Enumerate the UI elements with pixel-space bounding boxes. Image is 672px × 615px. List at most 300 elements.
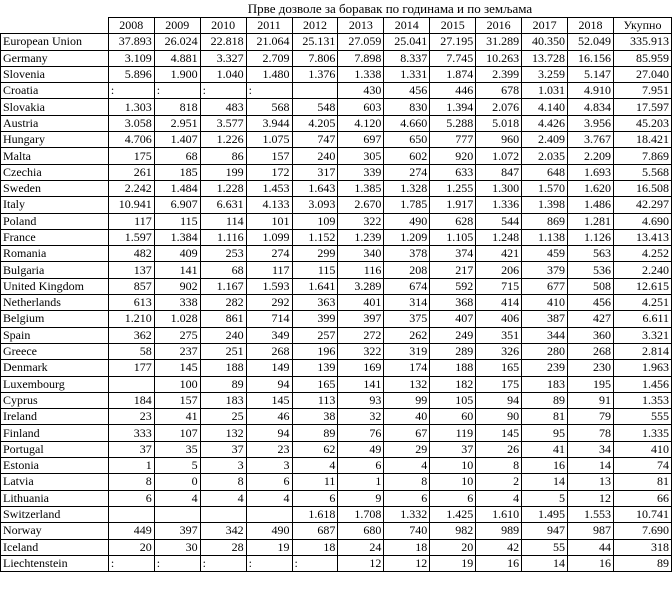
value-cell: 174 — [384, 360, 430, 376]
value-cell: 165 — [292, 376, 338, 392]
value-cell: 42.297 — [613, 197, 671, 213]
value-cell: 4.834 — [568, 99, 614, 115]
value-cell: 27.195 — [430, 34, 476, 50]
value-cell: 1.917 — [430, 197, 476, 213]
residence-permits-table — [0, 17, 672, 572]
table-row — [1, 83, 672, 99]
value-cell: 94 — [476, 392, 522, 408]
value-cell: 137 — [108, 262, 154, 278]
value-cell: 177 — [108, 360, 154, 376]
value-cell: 240 — [200, 327, 246, 343]
value-cell: 6.631 — [200, 197, 246, 213]
value-cell: 857 — [108, 278, 154, 294]
value-cell: 650 — [384, 132, 430, 148]
value-cell: 89 — [522, 392, 568, 408]
value-cell: 4 — [200, 490, 246, 506]
table-row — [1, 262, 672, 278]
value-cell: 648 — [522, 164, 568, 180]
table-row — [1, 246, 672, 262]
value-cell: 68 — [200, 262, 246, 278]
value-cell: 165 — [476, 360, 522, 376]
value-cell: 289 — [430, 343, 476, 359]
value-cell: 132 — [200, 425, 246, 441]
value-cell: 544 — [476, 213, 522, 229]
value-cell: 6 — [430, 490, 476, 506]
value-cell — [108, 376, 154, 392]
value-cell: 613 — [108, 295, 154, 311]
value-cell: 3.289 — [338, 278, 384, 294]
value-cell: 81 — [613, 474, 671, 490]
value-cell: 1.138 — [522, 229, 568, 245]
value-cell: 16.156 — [568, 50, 614, 66]
value-cell: 139 — [292, 360, 338, 376]
value-cell: 109 — [292, 213, 338, 229]
value-cell: 410 — [613, 441, 671, 457]
value-cell: 20 — [430, 539, 476, 555]
value-cell: 230 — [568, 360, 614, 376]
value-cell: 23 — [108, 409, 154, 425]
value-cell: 362 — [108, 327, 154, 343]
table-row — [1, 180, 672, 196]
value-cell: 414 — [476, 295, 522, 311]
value-cell: 1.336 — [476, 197, 522, 213]
column-header-2016: 2016 — [476, 18, 522, 34]
value-cell: 32 — [338, 409, 384, 425]
value-cell: 52.049 — [568, 34, 614, 50]
value-cell: 132 — [384, 376, 430, 392]
value-cell: 145 — [154, 360, 200, 376]
table-row — [1, 34, 672, 50]
value-cell: 20 — [108, 539, 154, 555]
value-cell: 94 — [246, 376, 292, 392]
value-cell: 387 — [522, 311, 568, 327]
table-row — [1, 197, 672, 213]
value-cell: : — [200, 83, 246, 99]
value-cell: 319 — [384, 343, 430, 359]
column-header-2011: 2011 — [246, 18, 292, 34]
value-cell: 628 — [430, 213, 476, 229]
value-cell: 1.105 — [430, 229, 476, 245]
value-cell: 268 — [246, 343, 292, 359]
value-cell: 76 — [338, 425, 384, 441]
value-cell: 4.881 — [154, 50, 200, 66]
value-cell: 687 — [292, 523, 338, 539]
value-cell: 44 — [568, 539, 614, 555]
value-cell: 317 — [292, 164, 338, 180]
value-cell: 399 — [292, 311, 338, 327]
country-cell: Ireland — [1, 409, 109, 425]
value-cell: 1.484 — [154, 180, 200, 196]
value-cell: 1.620 — [568, 180, 614, 196]
country-cell: Slovenia — [1, 66, 109, 82]
value-cell: 45.203 — [613, 115, 671, 131]
value-cell: 34 — [568, 441, 614, 457]
value-cell: 6 — [338, 458, 384, 474]
table-row — [1, 99, 672, 115]
value-cell: 239 — [522, 360, 568, 376]
value-cell: 459 — [522, 246, 568, 262]
value-cell: 24 — [338, 539, 384, 555]
value-cell: 982 — [430, 523, 476, 539]
country-cell: Romania — [1, 246, 109, 262]
value-cell: 14 — [568, 458, 614, 474]
value-cell: 1.075 — [246, 132, 292, 148]
value-cell: 5 — [154, 458, 200, 474]
value-cell: 4.660 — [384, 115, 430, 131]
value-cell: 41 — [154, 409, 200, 425]
column-header-2010: 2010 — [200, 18, 246, 34]
value-cell: 1.618 — [292, 506, 338, 522]
country-cell: Greece — [1, 343, 109, 359]
country-cell: France — [1, 229, 109, 245]
table-row — [1, 490, 672, 506]
value-cell: 920 — [430, 148, 476, 164]
value-cell: 602 — [384, 148, 430, 164]
value-cell: 7.745 — [430, 50, 476, 66]
value-cell: 4.140 — [522, 99, 568, 115]
value-cell: 960 — [476, 132, 522, 148]
value-cell: 5.018 — [476, 115, 522, 131]
value-cell: 11 — [292, 474, 338, 490]
column-header-2008: 2008 — [108, 18, 154, 34]
value-cell: 27.040 — [613, 66, 671, 82]
value-cell: 274 — [246, 246, 292, 262]
table-row — [1, 229, 672, 245]
value-cell: 23 — [246, 441, 292, 457]
value-cell: 257 — [292, 327, 338, 343]
value-cell: 85.959 — [613, 50, 671, 66]
value-cell: 379 — [522, 262, 568, 278]
value-cell: 3.944 — [246, 115, 292, 131]
value-cell: 0 — [154, 474, 200, 490]
value-cell: 987 — [568, 523, 614, 539]
header-corner-cell — [1, 18, 109, 34]
value-cell: 4.910 — [568, 83, 614, 99]
value-cell: 1.376 — [292, 66, 338, 82]
value-cell: 427 — [568, 311, 614, 327]
value-cell: 5.147 — [568, 66, 614, 82]
table-row — [1, 392, 672, 408]
value-cell: 1.384 — [154, 229, 200, 245]
value-cell: 2.209 — [568, 148, 614, 164]
value-cell: 183 — [200, 392, 246, 408]
table-row — [1, 523, 672, 539]
value-cell: 830 — [384, 99, 430, 115]
value-cell: 847 — [476, 164, 522, 180]
value-cell: 1.167 — [200, 278, 246, 294]
value-cell: 338 — [154, 295, 200, 311]
value-cell: 157 — [246, 148, 292, 164]
value-cell: 401 — [338, 295, 384, 311]
value-cell: 115 — [154, 213, 200, 229]
value-cell: 339 — [338, 164, 384, 180]
value-cell: 1.453 — [246, 180, 292, 196]
value-cell: 7.869 — [613, 148, 671, 164]
value-cell: : — [108, 83, 154, 99]
value-cell: 1.338 — [338, 66, 384, 82]
value-cell: 115 — [292, 262, 338, 278]
value-cell: 12.615 — [613, 278, 671, 294]
value-cell: 4 — [154, 490, 200, 506]
column-header-укупно: Укупно — [613, 18, 671, 34]
value-cell: 10.941 — [108, 197, 154, 213]
country-cell: United Kingdom — [1, 278, 109, 294]
value-cell: 10.741 — [613, 506, 671, 522]
country-cell: Sweden — [1, 180, 109, 196]
value-cell — [292, 83, 338, 99]
value-cell: 1.072 — [476, 148, 522, 164]
value-cell: 199 — [200, 164, 246, 180]
country-cell: Finland — [1, 425, 109, 441]
value-cell: 107 — [154, 425, 200, 441]
value-cell: 1.495 — [522, 506, 568, 522]
value-cell: 172 — [246, 164, 292, 180]
value-cell: 182 — [430, 376, 476, 392]
table-row — [1, 539, 672, 555]
value-cell: 5.288 — [430, 115, 476, 131]
value-cell: 21.064 — [246, 34, 292, 50]
value-cell: 456 — [568, 295, 614, 311]
value-cell: 81 — [522, 409, 568, 425]
value-cell: 2.951 — [154, 115, 200, 131]
value-cell: 18 — [384, 539, 430, 555]
value-cell: 41 — [522, 441, 568, 457]
value-cell: 25.131 — [292, 34, 338, 50]
country-cell: Netherlands — [1, 295, 109, 311]
value-cell: 375 — [384, 311, 430, 327]
value-cell: 105 — [430, 392, 476, 408]
value-cell: 1.248 — [476, 229, 522, 245]
value-cell: 10.263 — [476, 50, 522, 66]
value-cell: 274 — [384, 164, 430, 180]
value-cell: 406 — [476, 311, 522, 327]
value-cell: 678 — [476, 83, 522, 99]
value-cell: 58 — [108, 343, 154, 359]
value-cell: 90 — [476, 409, 522, 425]
value-cell: 7.806 — [292, 50, 338, 66]
column-header-2014: 2014 — [384, 18, 430, 34]
table-row — [1, 132, 672, 148]
value-cell: 5.568 — [613, 164, 671, 180]
value-cell: 1.331 — [384, 66, 430, 82]
value-cell — [246, 506, 292, 522]
value-cell: 7.951 — [613, 83, 671, 99]
value-cell: 777 — [430, 132, 476, 148]
value-cell: 335.913 — [613, 34, 671, 50]
value-cell: 14 — [522, 555, 568, 571]
value-cell: 3 — [246, 458, 292, 474]
value-cell: 1.486 — [568, 197, 614, 213]
value-cell: 349 — [246, 327, 292, 343]
value-cell: 188 — [430, 360, 476, 376]
table-row — [1, 50, 672, 66]
value-cell: 322 — [338, 343, 384, 359]
value-cell: 680 — [338, 523, 384, 539]
value-cell: 5.896 — [108, 66, 154, 82]
value-cell: 78 — [568, 425, 614, 441]
value-cell — [154, 506, 200, 522]
value-cell: 8 — [108, 474, 154, 490]
value-cell: 116 — [338, 262, 384, 278]
value-cell: 9 — [338, 490, 384, 506]
value-cell: 195 — [568, 376, 614, 392]
value-cell: 3 — [200, 458, 246, 474]
value-cell: 1.385 — [338, 180, 384, 196]
value-cell: 100 — [154, 376, 200, 392]
value-cell: 89 — [613, 555, 671, 571]
value-cell: 157 — [154, 392, 200, 408]
value-cell: 66 — [613, 490, 671, 506]
value-cell: 430 — [338, 83, 384, 99]
value-cell: 95 — [522, 425, 568, 441]
value-cell: 4.426 — [522, 115, 568, 131]
value-cell: 456 — [384, 83, 430, 99]
value-cell: 351 — [476, 327, 522, 343]
value-cell: 38 — [292, 409, 338, 425]
value-cell: : — [246, 83, 292, 99]
country-cell: Switzerland — [1, 506, 109, 522]
value-cell: 208 — [384, 262, 430, 278]
value-cell: 114 — [200, 213, 246, 229]
country-cell: Estonia — [1, 458, 109, 474]
value-cell: 25.041 — [384, 34, 430, 50]
value-cell: 508 — [568, 278, 614, 294]
value-cell: 1.226 — [200, 132, 246, 148]
value-cell: 40 — [384, 409, 430, 425]
value-cell: : — [292, 555, 338, 571]
value-cell: 169 — [338, 360, 384, 376]
value-cell: 344 — [522, 327, 568, 343]
value-cell: 1.900 — [154, 66, 200, 82]
country-cell: Spain — [1, 327, 109, 343]
value-cell: 275 — [154, 327, 200, 343]
value-cell: 4.690 — [613, 213, 671, 229]
value-cell: 183 — [522, 376, 568, 392]
value-cell: 4.120 — [338, 115, 384, 131]
table-row — [1, 115, 672, 131]
table-row — [1, 148, 672, 164]
value-cell: 19 — [246, 539, 292, 555]
value-cell: 340 — [338, 246, 384, 262]
value-cell: 2.399 — [476, 66, 522, 82]
value-cell: 1.126 — [568, 229, 614, 245]
value-cell: 747 — [292, 132, 338, 148]
value-cell: 2.240 — [613, 262, 671, 278]
value-cell: 16 — [568, 555, 614, 571]
value-cell: 6 — [246, 474, 292, 490]
value-cell: 12 — [338, 555, 384, 571]
value-cell: 3.321 — [613, 327, 671, 343]
value-cell: 282 — [200, 295, 246, 311]
value-cell: 2 — [476, 474, 522, 490]
value-cell: 1.593 — [246, 278, 292, 294]
value-cell: 5 — [522, 490, 568, 506]
value-cell: 25 — [200, 409, 246, 425]
table-row — [1, 164, 672, 180]
value-cell: 13 — [568, 474, 614, 490]
value-cell: 10 — [430, 458, 476, 474]
table-row — [1, 295, 672, 311]
value-cell: 407 — [430, 311, 476, 327]
value-cell: : — [154, 83, 200, 99]
value-cell: 261 — [108, 164, 154, 180]
value-cell: 67 — [384, 425, 430, 441]
value-cell: 141 — [338, 376, 384, 392]
value-cell: 113 — [292, 392, 338, 408]
value-cell: 740 — [384, 523, 430, 539]
table-body — [1, 34, 672, 572]
column-header-2013: 2013 — [338, 18, 384, 34]
table-row — [1, 360, 672, 376]
value-cell: 1.693 — [568, 164, 614, 180]
value-cell: 333 — [108, 425, 154, 441]
value-cell: 989 — [476, 523, 522, 539]
value-cell: 91 — [568, 392, 614, 408]
value-cell: 368 — [430, 295, 476, 311]
value-cell: 6 — [108, 490, 154, 506]
country-cell: Croatia — [1, 83, 109, 99]
value-cell: 677 — [522, 278, 568, 294]
value-cell: 1.152 — [292, 229, 338, 245]
table-row — [1, 474, 672, 490]
value-cell: 46 — [246, 409, 292, 425]
value-cell: 318 — [613, 539, 671, 555]
value-cell: 1.281 — [568, 213, 614, 229]
value-cell: 1.228 — [200, 180, 246, 196]
value-cell: 4.205 — [292, 115, 338, 131]
value-cell: 1.708 — [338, 506, 384, 522]
value-cell: 31.289 — [476, 34, 522, 50]
country-cell: Bulgaria — [1, 262, 109, 278]
value-cell: 237 — [154, 343, 200, 359]
value-cell: 217 — [430, 262, 476, 278]
value-cell: 410 — [522, 295, 568, 311]
value-cell: 28 — [200, 539, 246, 555]
value-cell: 8.337 — [384, 50, 430, 66]
value-cell: 2.035 — [522, 148, 568, 164]
value-cell: 2.814 — [613, 343, 671, 359]
value-cell: 22.818 — [200, 34, 246, 50]
value-cell: 13.413 — [613, 229, 671, 245]
country-cell: Hungary — [1, 132, 109, 148]
value-cell: 563 — [568, 246, 614, 262]
value-cell: 13.728 — [522, 50, 568, 66]
value-cell: 10 — [430, 474, 476, 490]
value-cell: 37.893 — [108, 34, 154, 50]
table-row — [1, 458, 672, 474]
value-cell: 1.209 — [384, 229, 430, 245]
country-cell: Czechia — [1, 164, 109, 180]
value-cell: 4.706 — [108, 132, 154, 148]
value-cell: 17.597 — [613, 99, 671, 115]
value-cell: 29 — [384, 441, 430, 457]
country-cell: Denmark — [1, 360, 109, 376]
value-cell: 249 — [430, 327, 476, 343]
value-cell: 1 — [108, 458, 154, 474]
value-cell: 1.328 — [384, 180, 430, 196]
value-cell: 74 — [613, 458, 671, 474]
value-cell: 2.709 — [246, 50, 292, 66]
table-row — [1, 327, 672, 343]
value-cell: 1.332 — [384, 506, 430, 522]
value-cell: 314 — [384, 295, 430, 311]
value-cell: 818 — [154, 99, 200, 115]
value-cell: 861 — [200, 311, 246, 327]
value-cell: 240 — [292, 148, 338, 164]
country-cell: Portugal — [1, 441, 109, 457]
value-cell: 1.480 — [246, 66, 292, 82]
value-cell: 1.597 — [108, 229, 154, 245]
